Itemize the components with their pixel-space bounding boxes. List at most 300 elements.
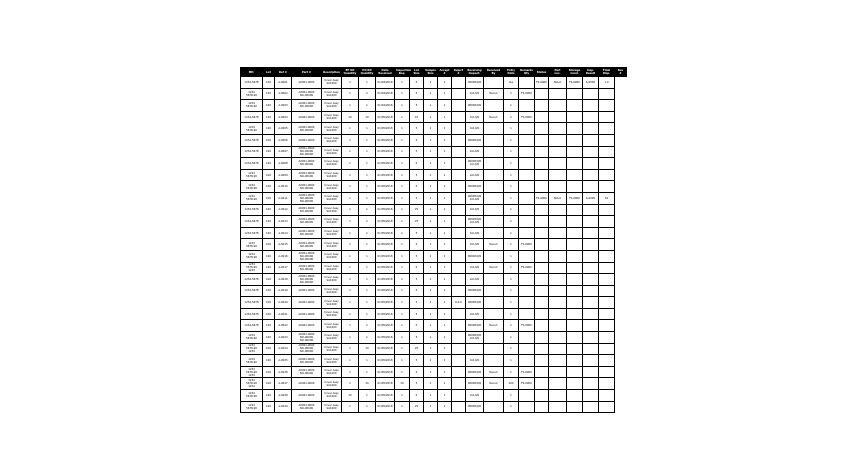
table-cell: 1 xyxy=(395,320,410,332)
table-cell xyxy=(583,134,599,146)
table-cell: 10 xyxy=(410,111,424,123)
table-cell: 1 xyxy=(424,192,438,204)
table-cell xyxy=(549,401,567,413)
table-cell: 1234 5678-90 xyxy=(241,192,263,204)
table-cell: A0001-0000 NO-00000 NO-00000 xyxy=(292,343,322,355)
table-cell: A0001-0000 NO-00000 xyxy=(292,401,322,413)
table-cell: 01/05/2018 xyxy=(376,204,395,216)
table-cell xyxy=(519,169,535,181)
table-cell xyxy=(452,88,466,100)
table-cell: 1234 5678-90 xyxy=(241,169,263,181)
table-cell: 100 xyxy=(263,204,275,216)
column-header: PO Kit Quantity xyxy=(359,68,376,77)
table-cell xyxy=(567,262,583,274)
table-cell: 1 xyxy=(395,227,410,239)
table-cell: 5 xyxy=(410,332,424,344)
table-cell: 1 xyxy=(342,355,359,367)
table-cell: 1 xyxy=(424,77,438,89)
table-cell: 1 xyxy=(342,158,359,170)
table-cell: 1 xyxy=(504,250,519,262)
table-cell: A0001-0000 xyxy=(292,285,322,297)
table-cell: 1 xyxy=(424,343,438,355)
table-cell: A-0016 xyxy=(275,250,292,262)
table-cell: 1 xyxy=(504,332,519,344)
table-cell xyxy=(452,285,466,297)
table-cell: Cover Assy SA1000 xyxy=(322,262,342,274)
table-cell: 5 xyxy=(410,123,424,135)
table-cell: 1 xyxy=(395,308,410,320)
table-cell xyxy=(535,378,549,390)
table-cell: 1 xyxy=(342,204,359,216)
table-cell: 1 xyxy=(359,123,376,135)
table-cell: 100 xyxy=(263,158,275,170)
table-cell: 1234-5678 xyxy=(241,274,263,286)
table-cell: 1 xyxy=(424,308,438,320)
table-cell xyxy=(549,216,567,228)
table-cell: 1 xyxy=(438,355,452,367)
table-cell xyxy=(452,262,466,274)
table-cell: 0-0-0/0 xyxy=(466,123,484,135)
table-cell: A-0006 xyxy=(275,134,292,146)
inspection-log-sheet xyxy=(240,67,624,413)
table-cell: 5 xyxy=(410,227,424,239)
table-cell: 1234-5678 xyxy=(241,146,263,158)
table-cell: 00000/0/0 xyxy=(466,250,484,262)
table-cell: 1 xyxy=(359,77,376,89)
table-cell: 1 xyxy=(504,169,519,181)
table-cell: A-0009 xyxy=(275,169,292,181)
table-cell: 1 xyxy=(424,355,438,367)
table-row xyxy=(241,285,627,297)
table-cell: 1 xyxy=(424,169,438,181)
table-cell xyxy=(535,366,549,378)
table-cell: 1 xyxy=(342,343,359,355)
table-cell xyxy=(583,366,599,378)
table-cell: 1 xyxy=(438,204,452,216)
table-cell: 0-0-0 xyxy=(452,297,466,309)
table-cell: 5 xyxy=(410,169,424,181)
table-cell: 1 xyxy=(359,169,376,181)
table-cell: A0001-0000 xyxy=(292,320,322,332)
table-cell: 2 xyxy=(359,88,376,100)
table-cell: 0-0-0/0 xyxy=(466,111,484,123)
table-cell: 1 xyxy=(424,262,438,274)
table-row xyxy=(241,308,627,320)
table-cell xyxy=(519,308,535,320)
table-cell: 1 xyxy=(395,262,410,274)
table-cell: A-0027 xyxy=(275,378,292,390)
column-header: Description xyxy=(322,68,342,77)
table-cell xyxy=(452,366,466,378)
table-cell xyxy=(549,158,567,170)
table-row xyxy=(241,343,627,355)
table-cell: 1234 5678-90 1234 xyxy=(241,262,263,274)
table-cell xyxy=(519,401,535,413)
column-header: Received By xyxy=(484,68,504,77)
table-cell: 1 xyxy=(438,366,452,378)
table-cell: 1 xyxy=(359,239,376,251)
table-cell: 1 xyxy=(359,134,376,146)
table-cell xyxy=(599,181,615,193)
table-cell: 00000/0/0 xyxy=(466,378,484,390)
table-cell xyxy=(452,355,466,367)
table-cell xyxy=(535,227,549,239)
table-cell xyxy=(484,158,504,170)
table-cell: Cover Assy SA1000 xyxy=(322,134,342,146)
table-cell: 5 xyxy=(410,378,424,390)
table-cell: 1 xyxy=(504,216,519,228)
table-cell: 1 xyxy=(395,239,410,251)
table-cell xyxy=(583,274,599,286)
table-cell xyxy=(567,355,583,367)
table-cell: 1 xyxy=(395,100,410,112)
table-cell: 00000/0/0 xyxy=(466,134,484,146)
table-cell: A-0022 xyxy=(275,320,292,332)
table-cell: 5 xyxy=(410,297,424,309)
table-cell: Cover Assy SA1000 xyxy=(322,123,342,135)
table-cell: A-0013 xyxy=(275,216,292,228)
table-cell: A0001-0000 xyxy=(292,77,322,89)
table-row xyxy=(241,100,627,112)
table-cell: A0001-0000 NO-00000 xyxy=(292,262,322,274)
table-cell xyxy=(535,216,549,228)
table-cell: Cover Assy SA1000 xyxy=(322,297,342,309)
table-cell: FS-0000 xyxy=(519,111,535,123)
table-cell: 0-0-0/0 xyxy=(466,390,484,402)
table-cell xyxy=(535,390,549,402)
table-cell: 01/05/2018 xyxy=(376,274,395,286)
table-cell xyxy=(484,169,504,181)
table-cell xyxy=(549,285,567,297)
table-cell: 1 xyxy=(395,390,410,402)
table-cell: A0001-0000 NO-00000 xyxy=(292,366,322,378)
table-cell xyxy=(567,390,583,402)
table-row xyxy=(241,111,627,123)
table-cell: A0001-0000 NO-00000 NO-00000 xyxy=(292,332,322,344)
table-cell: 01/05/2018 xyxy=(376,216,395,228)
table-cell xyxy=(452,390,466,402)
table-cell: 1234 5678-90 xyxy=(241,181,263,193)
table-cell xyxy=(484,123,504,135)
table-cell: 1 xyxy=(395,401,410,413)
table-cell: 1 xyxy=(424,378,438,390)
table-cell: 1 xyxy=(504,343,519,355)
table-cell: A-0002 xyxy=(275,88,292,100)
table-cell: 1 xyxy=(438,88,452,100)
table-cell xyxy=(452,332,466,344)
table-cell xyxy=(583,250,599,262)
table-cell: 1 xyxy=(342,227,359,239)
column-header: Mfr. xyxy=(241,68,263,77)
table-cell xyxy=(519,77,535,89)
table-cell: 25 xyxy=(410,401,424,413)
column-header: Part # xyxy=(292,68,322,77)
table-cell: 5 xyxy=(410,77,424,89)
table-cell: 01/05/2018 xyxy=(376,320,395,332)
table-cell: 5 xyxy=(410,320,424,332)
table-cell xyxy=(519,181,535,193)
table-cell xyxy=(567,158,583,170)
table-cell xyxy=(549,320,567,332)
table-cell: 5 xyxy=(410,262,424,274)
table-cell: 1 xyxy=(395,192,410,204)
table-cell: Cover Assy SA1000 xyxy=(322,285,342,297)
table-cell: S-0000 xyxy=(583,192,599,204)
table-cell: 1234-5678 xyxy=(241,204,263,216)
table-cell: 1 xyxy=(504,274,519,286)
table-cell xyxy=(599,204,615,216)
table-cell xyxy=(519,343,535,355)
table-cell: 100 xyxy=(263,134,275,146)
table-cell xyxy=(549,134,567,146)
table-cell: 1 xyxy=(424,181,438,193)
table-cell xyxy=(484,285,504,297)
table-cell: FS-0000 xyxy=(535,192,549,204)
table-cell xyxy=(535,297,549,309)
table-cell xyxy=(484,146,504,158)
table-cell: Recvd xyxy=(484,262,504,274)
table-cell xyxy=(567,88,583,100)
table-cell: 01/05/2018 xyxy=(376,355,395,367)
column-header: Lot Size xyxy=(410,68,424,77)
table-cell: 1234 5678-90 xyxy=(241,250,263,262)
table-row xyxy=(241,320,627,332)
table-cell: 1 xyxy=(424,332,438,344)
table-cell: 01/05/2018 xyxy=(376,134,395,146)
table-cell: 01/05/2018 xyxy=(376,308,395,320)
table-cell xyxy=(599,158,615,170)
column-header: Accept # xyxy=(438,68,452,77)
table-cell: 5 xyxy=(410,192,424,204)
column-header: Lot xyxy=(263,68,275,77)
table-cell xyxy=(599,378,615,390)
table-cell: A0001-0000 NO-00000 NO-00000 xyxy=(292,192,322,204)
table-cell: 1234 5678-90 1234 xyxy=(241,378,263,390)
table-cell: 1 xyxy=(342,250,359,262)
table-cell: A-0010 xyxy=(275,181,292,193)
table-cell: 100 xyxy=(263,250,275,262)
table-cell xyxy=(567,204,583,216)
table-cell xyxy=(567,366,583,378)
table-cell xyxy=(452,146,466,158)
table-cell: 1 xyxy=(438,111,452,123)
table-cell xyxy=(452,378,466,390)
table-cell: Cover Assy SA1000 xyxy=(322,158,342,170)
table-cell xyxy=(484,297,504,309)
table-cell: 1 xyxy=(504,88,519,100)
table-cell xyxy=(549,204,567,216)
table-cell: 100 xyxy=(504,378,519,390)
table-cell: Cover Assy SA1000 xyxy=(322,111,342,123)
table-cell: Cover Assy SA1000 xyxy=(322,204,342,216)
table-cell: 10 xyxy=(342,390,359,402)
table-cell xyxy=(549,88,567,100)
table-cell: 1 xyxy=(438,216,452,228)
table-cell: 01/05/2018 xyxy=(376,262,395,274)
table-cell xyxy=(599,134,615,146)
table-cell: 10 xyxy=(359,378,376,390)
table-cell: Cover Assy SA1000 xyxy=(322,239,342,251)
table-row xyxy=(241,123,627,135)
table-cell xyxy=(535,250,549,262)
table-cell xyxy=(567,401,583,413)
table-cell: 00000/0/0 xyxy=(466,181,484,193)
column-header: Sample Size xyxy=(425,69,436,75)
table-cell: 01/05/2018 xyxy=(376,250,395,262)
table-cell: 1 xyxy=(438,181,452,193)
table-cell xyxy=(535,355,549,367)
table-cell: 1 xyxy=(342,366,359,378)
table-cell: 100 xyxy=(263,100,275,112)
table-cell: 1 xyxy=(359,181,376,193)
table-cell: 1 xyxy=(438,123,452,135)
table-cell xyxy=(567,134,583,146)
table-cell: 1 xyxy=(359,146,376,158)
table-cell xyxy=(535,308,549,320)
table-cell xyxy=(452,250,466,262)
column-header: Entry Date xyxy=(504,68,519,77)
table-cell: 1 xyxy=(342,285,359,297)
table-cell xyxy=(567,274,583,286)
table-cell: 1 xyxy=(342,146,359,158)
table-cell xyxy=(567,216,583,228)
table-cell: 1 xyxy=(504,239,519,251)
table-cell xyxy=(535,146,549,158)
table-cell: 1 xyxy=(395,285,410,297)
table-cell: 100 xyxy=(263,239,275,251)
table-cell: 1 xyxy=(342,192,359,204)
table-cell: 1 xyxy=(504,100,519,112)
table-cell xyxy=(583,239,599,251)
table-cell: 01/04/2018 xyxy=(376,100,395,112)
table-cell: 1 xyxy=(359,204,376,216)
table-cell: N/A-0 xyxy=(549,77,567,89)
table-cell: 1 xyxy=(395,355,410,367)
table-row xyxy=(241,401,627,413)
table-cell: 1234-5678 xyxy=(241,111,263,123)
table-cell: 1234 5678-90 xyxy=(241,390,263,402)
table-cell xyxy=(567,123,583,135)
table-cell: 1 xyxy=(395,181,410,193)
table-cell: A0001-0000 NO-00000 xyxy=(292,169,322,181)
table-cell xyxy=(549,123,567,135)
table-cell: 1 xyxy=(438,239,452,251)
table-cell xyxy=(519,227,535,239)
table-cell: Recvd xyxy=(484,88,504,100)
table-cell: 1 xyxy=(359,320,376,332)
table-cell xyxy=(535,320,549,332)
column-header: Remarks Qty xyxy=(520,69,533,75)
table-cell: 1234 5678-90 xyxy=(241,332,263,344)
table-cell: A-0020 xyxy=(275,297,292,309)
table-cell: 01/05/2018 xyxy=(376,239,395,251)
table-cell: A0001-0000 xyxy=(292,111,322,123)
table-row xyxy=(241,390,627,402)
table-cell: 100 xyxy=(263,88,275,100)
table-cell: 10 xyxy=(342,111,359,123)
table-cell: Recvd xyxy=(484,111,504,123)
table-cell: 100 xyxy=(263,320,275,332)
table-cell: 0-0-0/0 xyxy=(466,262,484,274)
table-cell: 1 xyxy=(504,355,519,367)
table-cell xyxy=(484,401,504,413)
table-cell: Cover Assy SA1000 xyxy=(322,355,342,367)
table-cell: Cover Assy SA1000 xyxy=(322,100,342,112)
table-cell xyxy=(599,355,615,367)
table-cell: 1 xyxy=(342,378,359,390)
table-cell: 1 xyxy=(395,297,410,309)
table-cell: 1 xyxy=(342,169,359,181)
table-cell xyxy=(583,401,599,413)
table-cell xyxy=(535,123,549,135)
table-cell: 1 xyxy=(424,401,438,413)
table-cell xyxy=(484,332,504,344)
table-cell: 1 xyxy=(424,297,438,309)
table-cell: 1234-5678 xyxy=(241,308,263,320)
table-cell: 1 xyxy=(438,320,452,332)
table-cell: 1 xyxy=(359,366,376,378)
table-cell: 5 xyxy=(410,134,424,146)
table-cell xyxy=(452,216,466,228)
table-row xyxy=(241,192,627,204)
table-cell xyxy=(519,297,535,309)
table-cell: 100 xyxy=(263,308,275,320)
table-cell: 1 xyxy=(504,308,519,320)
table-cell: 1234 5678-90 xyxy=(241,88,263,100)
table-cell: 1 xyxy=(424,285,438,297)
table-cell: 1 xyxy=(424,274,438,286)
table-cell xyxy=(599,401,615,413)
table-cell: 1 xyxy=(395,77,410,89)
table-cell xyxy=(583,100,599,112)
table-cell: 1 xyxy=(342,274,359,286)
table-cell: Cover Assy SA1000 xyxy=(322,343,342,355)
table-cell: 1 xyxy=(424,134,438,146)
table-cell: 1 xyxy=(438,77,452,89)
table-cell xyxy=(535,181,549,193)
table-row xyxy=(241,181,627,193)
table-cell: 5 xyxy=(410,181,424,193)
table-cell: FS-0000 xyxy=(519,262,535,274)
table-cell: 01/05/2018 xyxy=(376,285,395,297)
table-cell xyxy=(519,146,535,158)
table-row xyxy=(241,355,627,367)
table-cell: 100 xyxy=(263,146,275,158)
table-cell: 1234 5678-90 xyxy=(241,239,263,251)
table-cell: FS-0000 xyxy=(519,239,535,251)
table-cell: 0-0-0/0 xyxy=(466,204,484,216)
table-cell xyxy=(484,134,504,146)
table-row xyxy=(241,158,627,170)
table-cell xyxy=(583,308,599,320)
table-cell: 100 xyxy=(263,262,275,274)
table-cell: A0001-0000 NO-00000 xyxy=(292,355,322,367)
table-cell xyxy=(583,227,599,239)
table-cell: A-0007 xyxy=(275,146,292,158)
table-cell: 01/05/2018 xyxy=(376,378,395,390)
table-cell: 1 xyxy=(424,111,438,123)
table-cell: 1 xyxy=(504,134,519,146)
table-cell xyxy=(599,308,615,320)
table-cell xyxy=(519,192,535,204)
table-cell xyxy=(484,355,504,367)
table-cell: Cover Assy SA1000 xyxy=(322,401,342,413)
table-cell xyxy=(535,239,549,251)
table-cell xyxy=(549,111,567,123)
table-cell: 1 xyxy=(504,297,519,309)
table-cell: Cover Assy SA1000 xyxy=(322,146,342,158)
table-cell xyxy=(599,274,615,286)
